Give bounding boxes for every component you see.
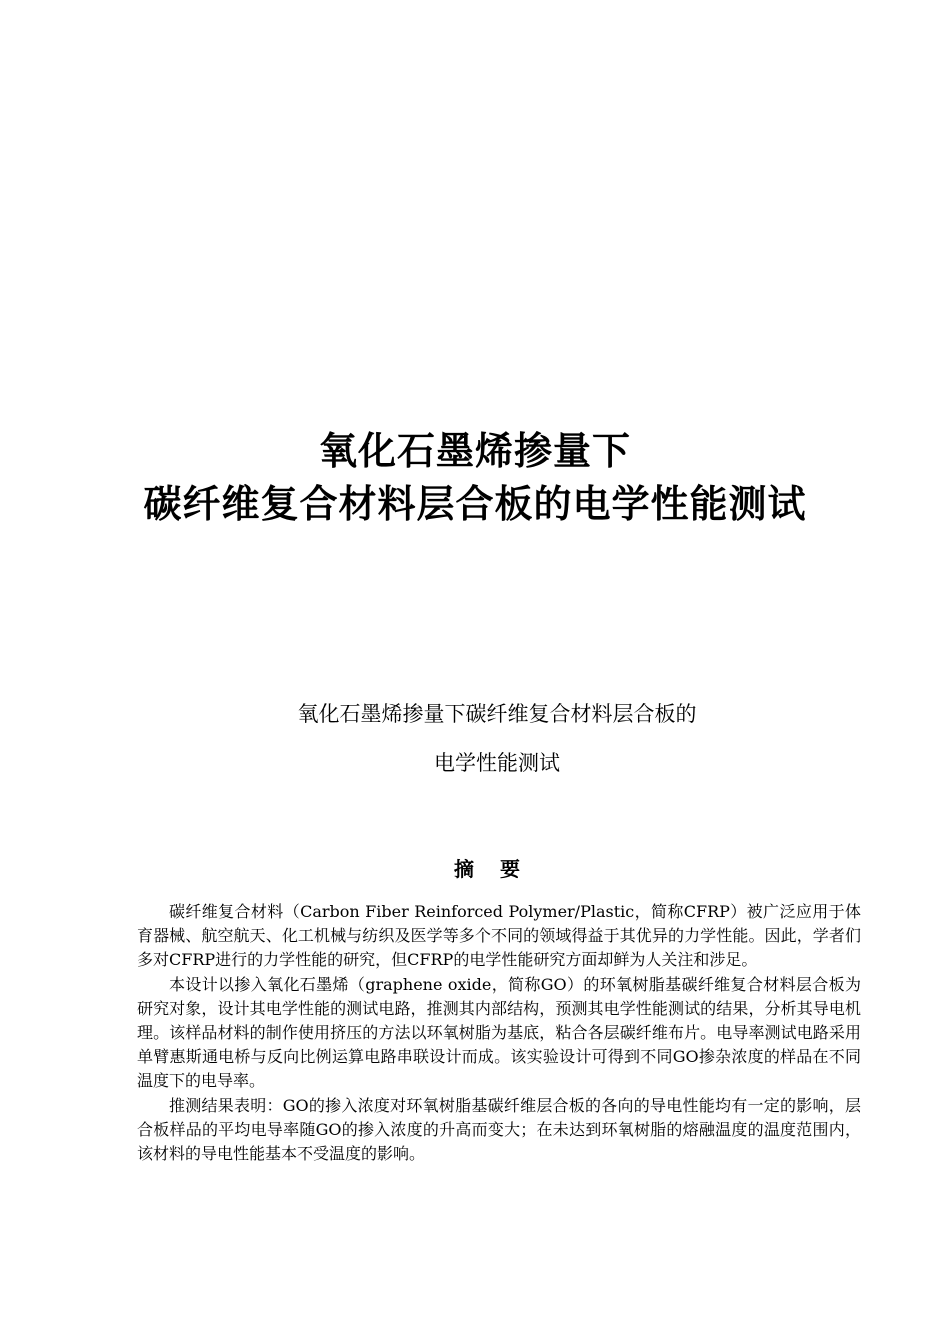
abstract-body: [137, 900, 861, 1166]
abstract-paragraph: 本设计以掺入氧化石墨烯（graphene oxide，简称GO）的环氧树脂基碳纤维复合材料层合板为研究对象，设计其电学性能的测试电路，推测其内部结构，预测其电学性能测试的结果，分析其导电机理。该样品材料的制作使用挤压的方法以环氧树脂为基底，粘合各层碳纤维布片。电导率测试电路采用单臂惠斯通电桥与反向比例运算电路串联设计而成。该实验设计可得到不同GO掺杂浓度的样品在不同温度下的电导率。: [137, 974, 861, 1091]
cover-title-line-2: 碳纤维复合材料层合板的电学性能测试: [143, 482, 807, 526]
abstract-paragraph: 推测结果表明：GO的掺入浓度对环氧树脂基碳纤维层合板的各向的导电性能均有一定的影响，层合板样品的平均电导率随GO的掺入浓度的升高而变大；在未达到环氧树脂的熔融温度的温度范围内，该材料的导电性能基本不受温度的影响。: [137, 1095, 861, 1164]
subtitle-line-2: 电学性能测试: [434, 751, 560, 775]
abstract-heading: 摘要: [454, 857, 546, 881]
subtitle-line-1: 氧化石墨烯掺量下碳纤维复合材料层合板的: [297, 702, 697, 726]
abstract-paragraph: 碳纤维复合材料（Carbon Fiber Reinforced Polymer/Plastic，简称CFRP）被广泛应用于体育器械、航空航天、化工机械与纺织及医学等多个不同的领域得益于其优异的力学性能。因此，学者们多对CFRP进行的力学性能的研究，但CFRP的电学性能研究方面却鲜为人关注和涉足。: [137, 902, 861, 970]
cover-title-line-1: 氧化石墨烯掺量下: [318, 429, 631, 473]
